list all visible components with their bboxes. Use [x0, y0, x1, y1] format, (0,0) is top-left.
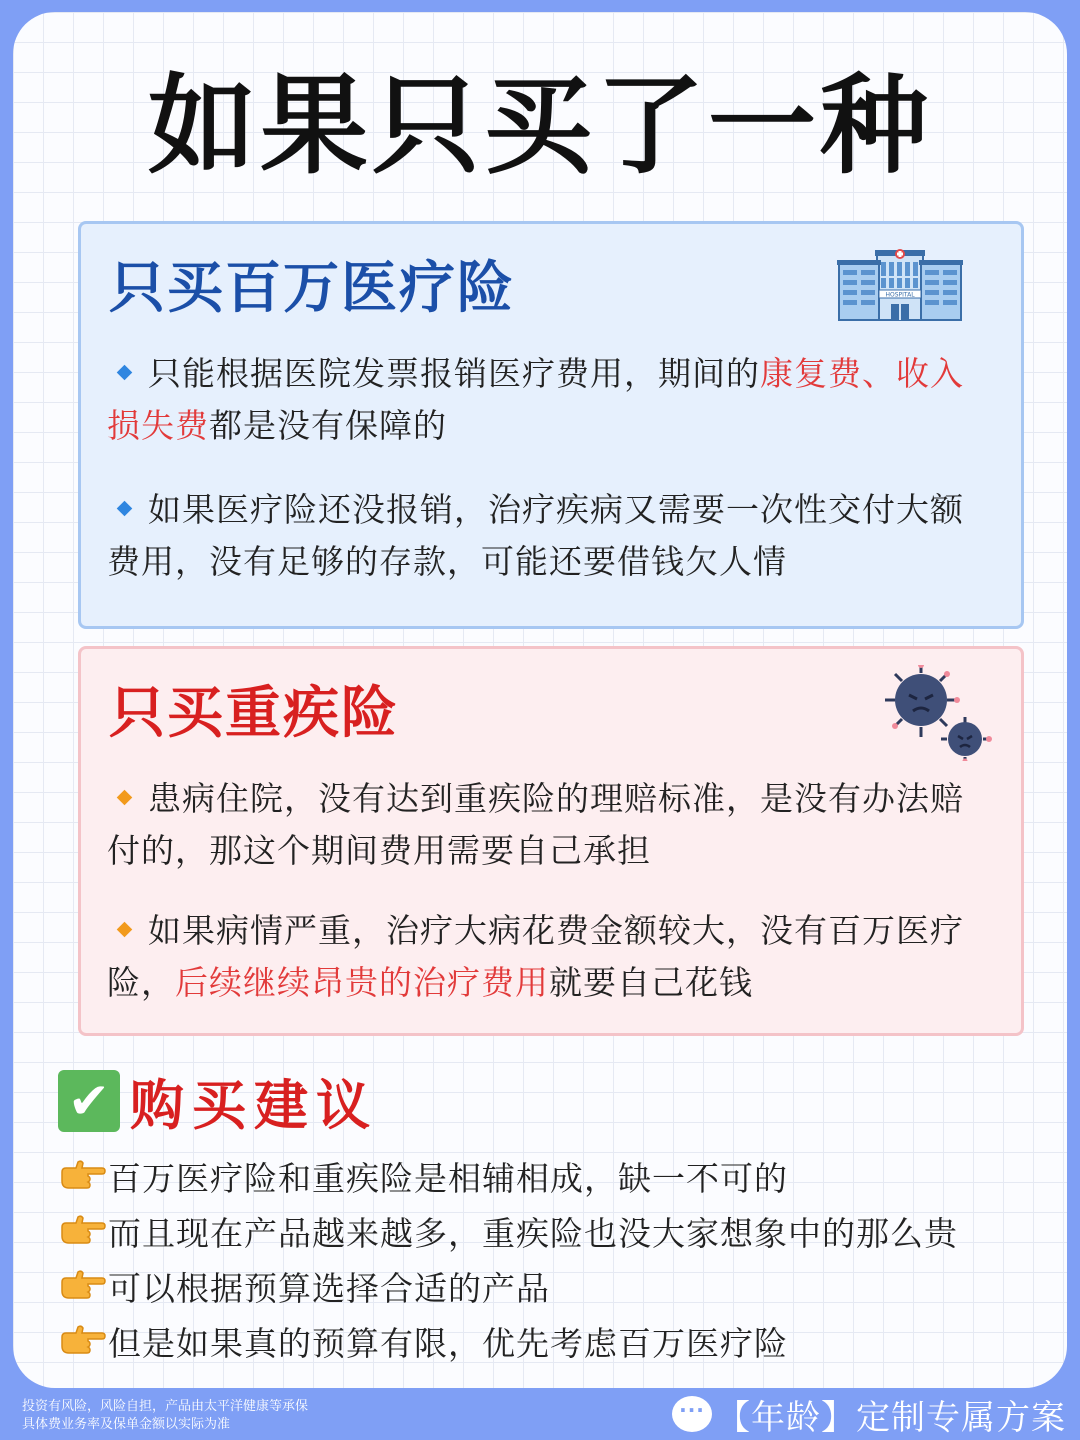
- diamond-bullet-icon: [117, 922, 133, 938]
- medical-paragraph-1: 只能根据医院发票报销医疗费用，期间的康复费、收入损失费都是没有保障的: [107, 354, 964, 445]
- medical-insurance-card: [78, 221, 1024, 629]
- chat-bubble-icon: ···: [672, 1396, 712, 1432]
- page-title: 如果只买了一种: [147, 64, 932, 189]
- svg-text:HOSPITAL: HOSPITAL: [885, 291, 915, 299]
- disclaimer: 投资有风险，风险自担，产品由太平洋健康等承保 具体费业务率及保单金额以实际为准: [22, 1399, 309, 1432]
- pointing-hand-icon: [60, 1160, 106, 1192]
- critical-paragraph-2: 如果病情严重，治疗大病花费金额较大，没有百万医疗险，后续继续昂贵的治疗费用就要自己花钱: [107, 911, 964, 1002]
- pointing-hand-icon: [60, 1270, 106, 1302]
- pointing-hand-icon: [60, 1325, 106, 1357]
- critical-illness-card: [78, 646, 1024, 1036]
- advice-title: 购买建议: [130, 1073, 378, 1137]
- advice-item: 百万医疗险和重疾险是相辅相成，缺一不可的: [60, 1152, 788, 1200]
- medical-paragraph-2: 如果医疗险还没报销，治疗疾病又需要一次性交付大额费用，没有足够的存款，可能还要借钱欠人情: [107, 490, 964, 581]
- virus-icon: [883, 665, 993, 761]
- diamond-bullet-icon: [117, 790, 133, 806]
- advice-item: 而且现在产品越来越多，重疾险也没大家想象中的那么贵: [60, 1207, 958, 1255]
- critical-card-title: 只买重疾险: [109, 681, 399, 746]
- critical-paragraph-1: 患病住院，没有达到重疾险的理赔标准，是没有办法赔付的，那这个期间费用需要自己承担: [107, 779, 964, 870]
- advice-header: [58, 1068, 378, 1137]
- advice-item: 但是如果真的预算有限，优先考虑百万医疗险: [60, 1317, 788, 1365]
- diamond-bullet-icon: [117, 501, 133, 517]
- medical-card-title: 只买百万医疗险: [109, 256, 515, 321]
- custom-plan-link[interactable]: ··· 【年龄】定制专属方案: [672, 1392, 1066, 1436]
- hospital-icon: [837, 246, 963, 322]
- check-mark-icon: ✔: [58, 1070, 120, 1132]
- diamond-bullet-icon: [117, 365, 133, 381]
- advice-item: 可以根据预算选择合适的产品: [60, 1262, 550, 1310]
- pointing-hand-icon: [60, 1215, 106, 1247]
